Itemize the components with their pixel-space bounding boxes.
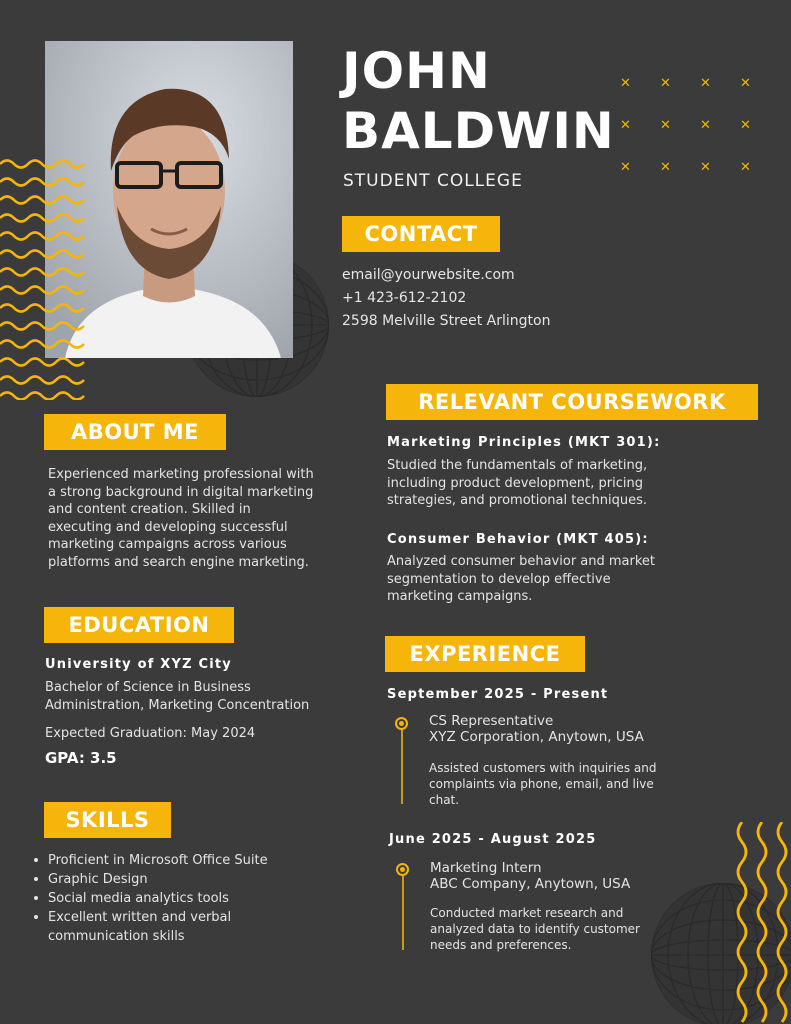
skill-item: Graphic Design xyxy=(34,870,294,889)
experience-role: Marketing Intern xyxy=(430,860,542,876)
experience-company: XYZ Corporation, Anytown, USA xyxy=(429,729,644,745)
experience-company: ABC Company, Anytown, USA xyxy=(430,876,631,892)
about-heading: ABOUT ME xyxy=(44,414,226,450)
experience-period: September 2025 - Present xyxy=(387,687,609,702)
experience-text: Assisted customers with inquiries and complaints via phone, email, and live chat. xyxy=(429,761,657,807)
about-text: Experienced marketing professional with a strong background in digital marketing and content creation. Skilled in executing and developing successful marketing campaigns across various platforms and search engine marketing. xyxy=(48,467,314,570)
timeline-dot-icon xyxy=(396,863,409,876)
name-last: BALDWIN xyxy=(342,102,615,160)
education-school: University of XYZ City xyxy=(45,657,232,672)
timeline-dot-icon xyxy=(395,717,408,730)
timeline-line xyxy=(402,876,404,950)
experience-text: Conducted market research and analyzed data to identify customer needs and preferences. xyxy=(430,906,640,952)
timeline-line xyxy=(401,730,403,804)
education-gpa: GPA: 3.5 xyxy=(45,749,117,767)
contact-heading: CONTACT xyxy=(342,216,500,252)
education-heading: EDUCATION xyxy=(44,607,234,643)
skill-item: Excellent written and verbal communication skills xyxy=(34,908,294,946)
skill-item: Social media analytics tools xyxy=(34,889,294,908)
course-text: Analyzed consumer behavior and market segmentation to develop effective marketing campaigns. xyxy=(387,554,656,604)
subtitle: STUDENT COLLEGE xyxy=(343,171,523,191)
name-first: JOHN xyxy=(342,42,491,100)
wave-decoration-right xyxy=(730,822,791,1024)
course-title: Consumer Behavior (MKT 405): xyxy=(387,532,649,547)
wave-decoration-left xyxy=(0,158,88,400)
education-degree: Bachelor of Science in Business Administration, Marketing Concentration xyxy=(45,680,310,713)
skills-list xyxy=(34,851,294,946)
coursework-heading: RELEVANT COURSEWORK xyxy=(386,384,758,420)
skills-heading: SKILLS xyxy=(44,802,171,838)
course-text: Studied the fundamentals of marketing, including product development, pricing strategies, and promotional techniques. xyxy=(387,458,648,508)
experience-heading: EXPERIENCE xyxy=(385,636,585,672)
experience-role: CS Representative xyxy=(429,713,554,729)
education-graduation: Expected Graduation: May 2024 xyxy=(45,726,256,741)
contact-phone: +1 423-612-2102 xyxy=(342,290,467,306)
contact-email: email@yourwebsite.com xyxy=(342,267,515,283)
skill-item: Proficient in Microsoft Office Suite xyxy=(34,851,294,870)
x-pattern-decoration: ✕ ✕ ✕ ✕ ✕ ✕ ✕ ✕ ✕ ✕ ✕ ✕ xyxy=(620,76,751,175)
course-title: Marketing Principles (MKT 301): xyxy=(387,435,661,450)
contact-address: 2598 Melville Street Arlington xyxy=(342,313,551,329)
experience-period: June 2025 - August 2025 xyxy=(389,832,597,847)
